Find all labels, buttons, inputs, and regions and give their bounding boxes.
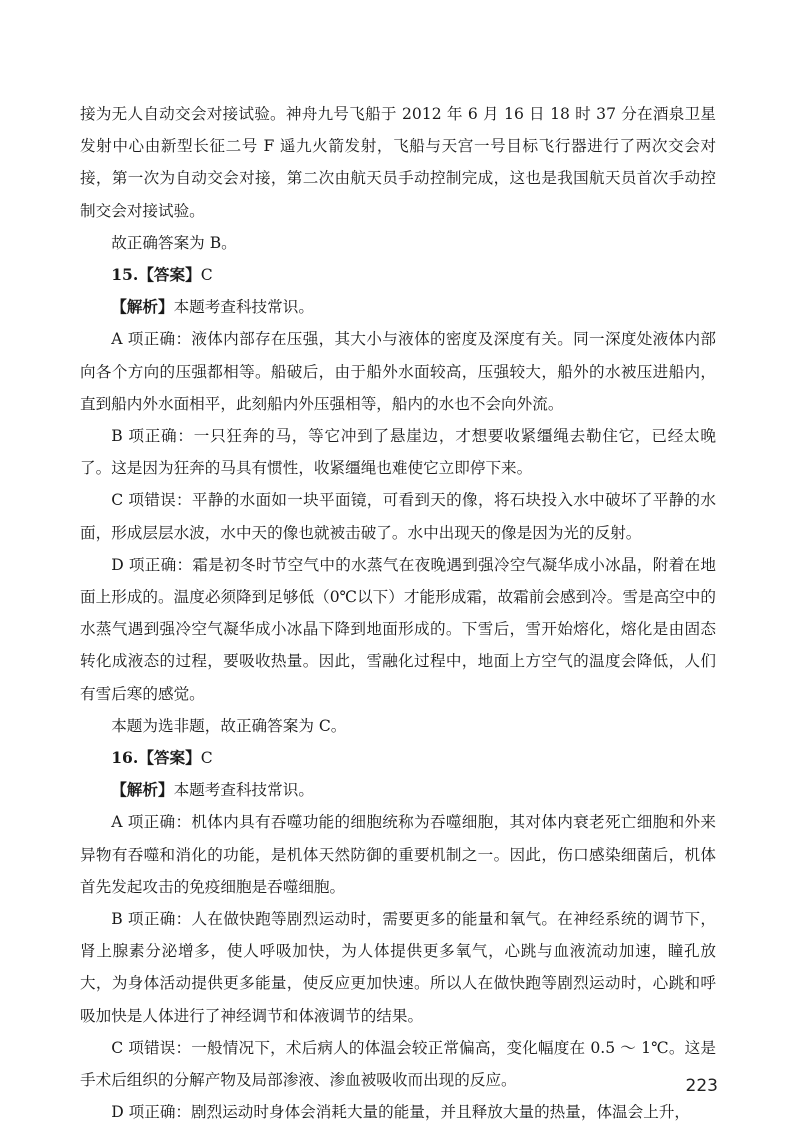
answer-label: 【答案】 <box>138 748 201 768</box>
paragraph-15b: B 项正确：一只狂奔的马，等它冲到了悬崖边，才想要收紧缰绳去勒住它，已经太晚了。这是因为狂奔的马具有惯性，收紧缰绳也难使它立即停下来。 <box>80 427 716 478</box>
paragraph-16b: B 项正确：人在做快跑等剧烈运动时，需要更多的能量和氧气。在神经系统的调节下，肾上腺素分泌增多，使人呼吸加快，为人体提供更多氧气，心跳与血液流动加速，瞳孔放大，为身体活动提供更多能量，使反应更加快速。所以人在做快跑等剧烈运动时，心跳和呼吸加快是人体进行了神经调节和体液调节的结果。 <box>80 910 716 1025</box>
analysis-label: 【解析】 <box>111 297 174 317</box>
page-body <box>80 98 716 1129</box>
analysis-16-heading <box>80 774 716 806</box>
page-number: 223 <box>685 1076 718 1096</box>
answer-value: C <box>200 749 213 768</box>
analysis-label: 【解析】 <box>111 780 174 800</box>
analysis-text: 本题考查科技常识。 <box>173 781 314 800</box>
paragraph-16a: A 项正确：机体内具有吞噬功能的细胞统称为吞噬细胞，其对体内衰老死亡细胞和外来异物有吞噬和消化的功能，是机体天然防御的重要机制之一。因此，伤口感染细菌后，机体首先发起攻击的免疫细胞是吞噬细胞。 <box>80 813 716 896</box>
analysis-15-heading <box>80 291 716 323</box>
paragraph-continued: 接为无人自动交会对接试验。神舟九号飞船于 2012 年 6 月 16 日 18 时 37 分在酒泉卫星发射中心由新型长征二号 F 遥九火箭发射，飞船与天宫一号目标飞行器进行了两次交会对接，第一次为自动交会对接，第二次由航天员手动控制完成，这也是我国航天员首次手动控制交会对接试验。 <box>80 105 716 220</box>
paragraph-15c: C 项错误：平静的水面如一块平面镜，可看到天的像，将石块投入水中破坏了平静的水面，形成层层水波，水中天的像也就被击破了。水中出现天的像是因为光的反射。 <box>80 491 716 542</box>
answer-value: C <box>200 266 213 285</box>
paragraph-answer-b: 故正确答案为 B。 <box>111 233 237 252</box>
question-number: 16. <box>111 748 139 768</box>
paragraph-15d: D 项正确：霜是初冬时节空气中的水蒸气在夜晚遇到强冷空气凝华成小冰晶，附着在地面上形成的。温度必须降到足够低（0℃以下）才能形成霜，故霜前会感到冷。雪是高空中的水蒸气遇到强冷空气凝华成小冰晶下降到地面形成的。下雪后，雪开始熔化，熔化是由固态转化成液态的过程，要吸收热量。因此，雪融化过程中，地面上方空气的温度会降低，人们有雪后寒的感觉。 <box>80 555 716 703</box>
paragraph-16c: C 项错误：一般情况下，术后病人的体温会较正常偏高，变化幅度在 0.5 ～ 1℃。这是手术后组织的分解产物及局部渗液、渗血被吸收而出现的反应。 <box>80 1038 716 1090</box>
paragraph-15-conclusion: 本题为选非题，故正确答案为 C。 <box>111 716 347 735</box>
answer-label: 【答案】 <box>138 265 201 285</box>
analysis-text: 本题考查科技常识。 <box>173 298 314 317</box>
question-number: 15. <box>111 265 139 285</box>
paragraph-15a: A 项正确：液体内部存在压强，其大小与液体的密度及深度有关。同一深度处液体内部向各个方向的压强都相等。船破后，由于船外水面较高，压强较大，船外的水被压进船内，直到船内外水面相平，此刻船内外压强相等，船内的水也不会向外流。 <box>80 330 716 413</box>
answer-16-heading <box>80 742 716 774</box>
paragraph-16d: D 项正确：剧烈运动时身体会消耗大量的能量，并且释放大量的热量，体温会上升， <box>111 1103 691 1122</box>
answer-15-heading <box>80 259 716 291</box>
